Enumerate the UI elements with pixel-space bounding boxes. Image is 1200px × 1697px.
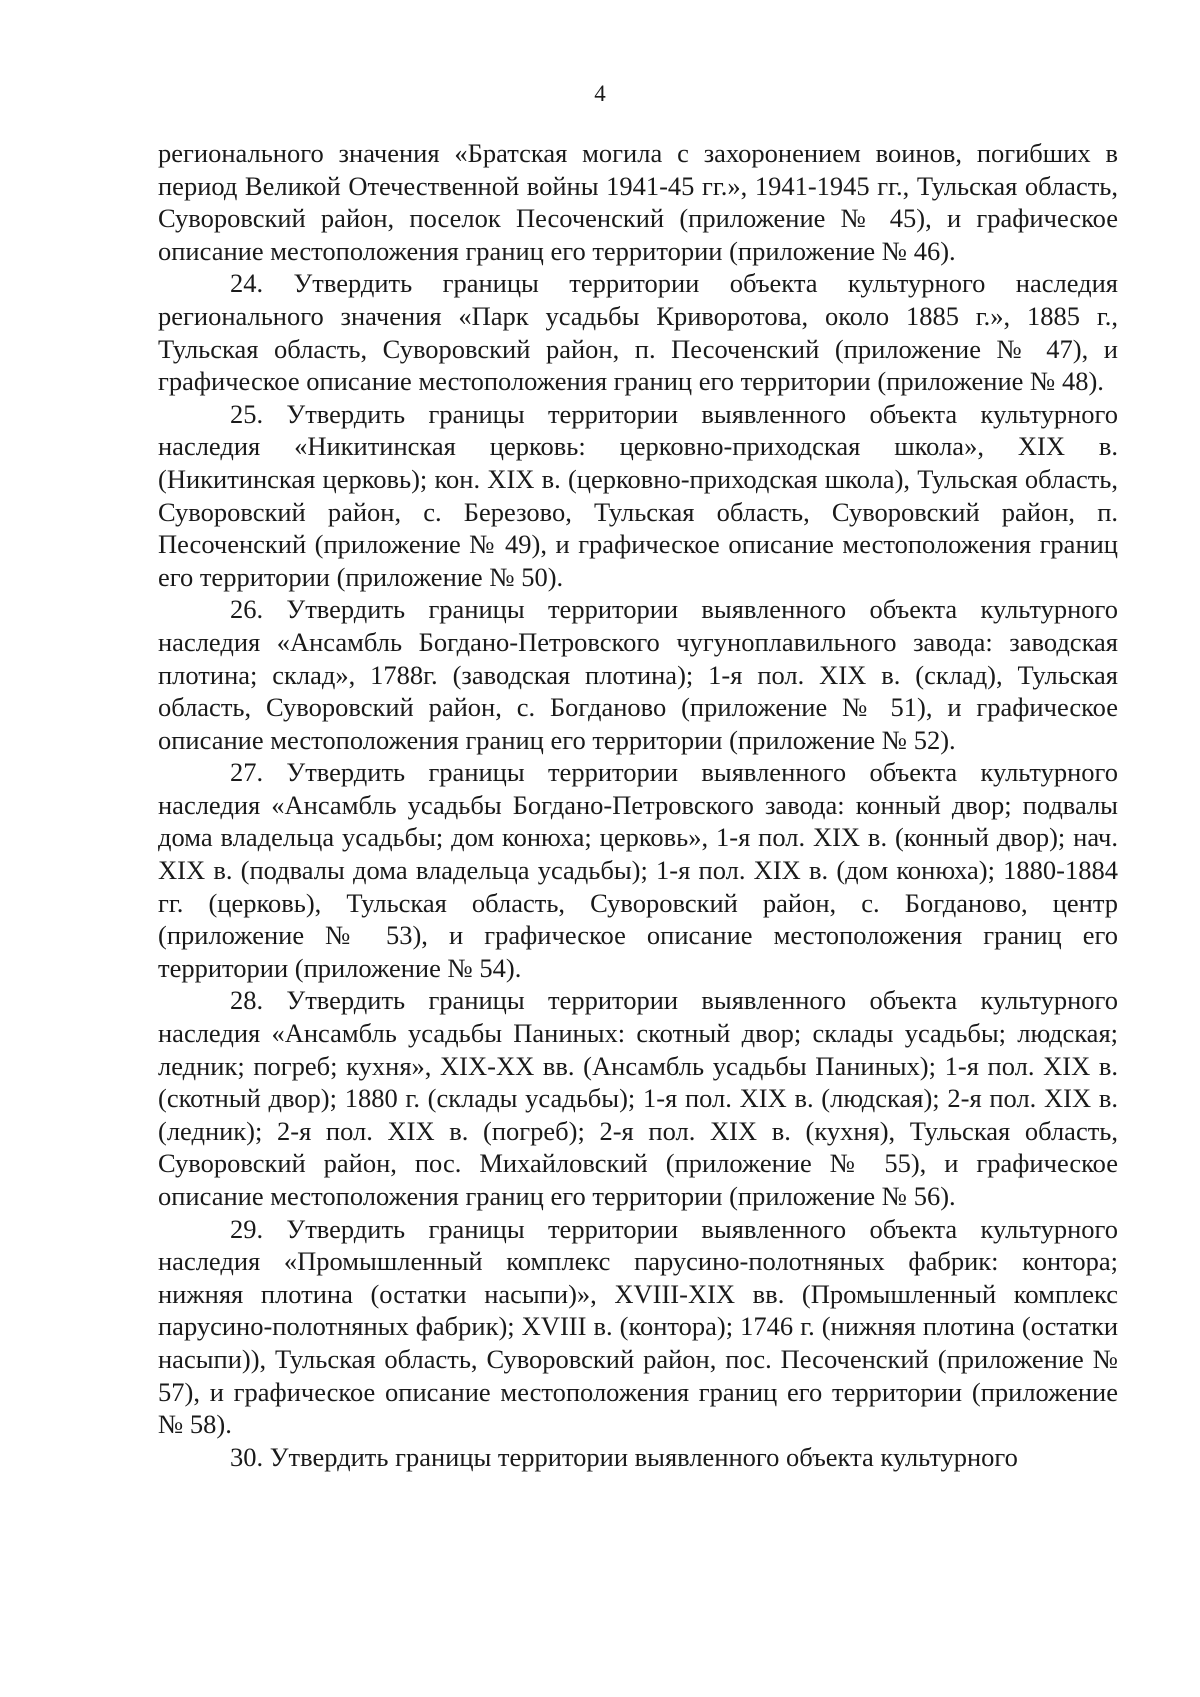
paragraph-item-28: 28. Утвердить границы территории выявленного объекта культурного наследия «Ансамбль усадьбы Паниных: скотный двор; склады усадьбы; людская; ледник; погреб; кухня», XIX-XX вв. (Ансамбль усадьбы Паниных); 1-я пол. XIX в. (скотный двор); 1880 г. (склады усадьбы); 1-я пол. XIX в. (людская); 2-я пол. XIX в. (ледник); 2-я пол. XIX в. (погреб); 2-я пол. XIX в. (кухня), Тульская область, Суворовский район, пос. Михайловский (приложение № 55), и графическое описание местоположения границ его территории (приложение № 56). — [158, 985, 1118, 1211]
paragraph-item-26: 26. Утвердить границы территории выявленного объекта культурного наследия «Ансамбль Богдано-Петровского чугуноплавильного завода: заводская плотина; склад», 1788г. (заводская плотина); 1-я пол. XIX в. (склад), Тульская область, Суворовский район, с. Богданово (приложение № 51), и графическое описание местоположения границ его территории (приложение № 52). — [158, 594, 1118, 755]
paragraph-item-30: 30. Утвердить границы территории выявленного объекта культурного — [230, 1441, 1018, 1472]
paragraph-item-25: 25. Утвердить границы территории выявленного объекта культурного наследия «Никитинская церковь: церковно-приходская школа», XIX в. (Никитинская церковь); кон. XIX в. (церковно-приходская школа), Тульская область, Суворовский район, с. Березово, Тульская область, Суворовский район, п. Песоченский (приложение № 49), и графическое описание местоположения границ его территории (приложение № 50). — [158, 398, 1118, 592]
paragraph-continuation: регионального значения «Братская могила с захоронением воинов, погибших в период Великой Отечественной войны 1941-45 гг.», 1941-1945 гг., Тульская область, Суворовский район, поселок Песоченский (приложение № 45), и графическое описание местоположения границ его территории (приложение № 46). — [158, 138, 1118, 266]
paragraph-item-29: 29. Утвердить границы территории выявленного объекта культурного наследия «Промышленный комплекс парусино-полотняных фабрик: контора; нижняя плотина (остатки насыпи)», XVIII-XIX вв. (Промышленный комплекс парусино-полотняных фабрик); XVIII в. (контора); 1746 г. (нижняя плотина (остатки насыпи)), Тульская область, Суворовский район, пос. Песоченский (приложение № 57), и графическое описание местоположения границ его территории (приложение № 58). — [158, 1213, 1118, 1440]
page-number: 4 — [594, 81, 606, 106]
paragraph-item-24: 24. Утвердить границы территории объекта культурного наследия регионального значения «Парк усадьбы Криворотова, около 1885 г.», 1885 г., Тульская область, Суворовский район, п. Песоченский (приложение № 47), и графическое описание местоположения границ его территории (приложение № 48). — [158, 268, 1118, 397]
document-body — [158, 137, 1118, 1473]
paragraph-item-27: 27. Утвердить границы территории выявленного объекта культурного наследия «Ансамбль усадьбы Богдано-Петровского завода: конный двор; подвалы дома владельца усадьбы; дом конюха; церковь», 1-я пол. XIX в. (конный двор); нач. XIX в. (подвалы дома владельца усадьбы); 1-я пол. XIX в. (дом конюха); 1880-1884 гг. (церковь), Тульская область, Суворовский район, с. Богданово, центр (приложение № 53), и графическое описание местоположения границ его территории (приложение № 54). — [158, 757, 1118, 983]
